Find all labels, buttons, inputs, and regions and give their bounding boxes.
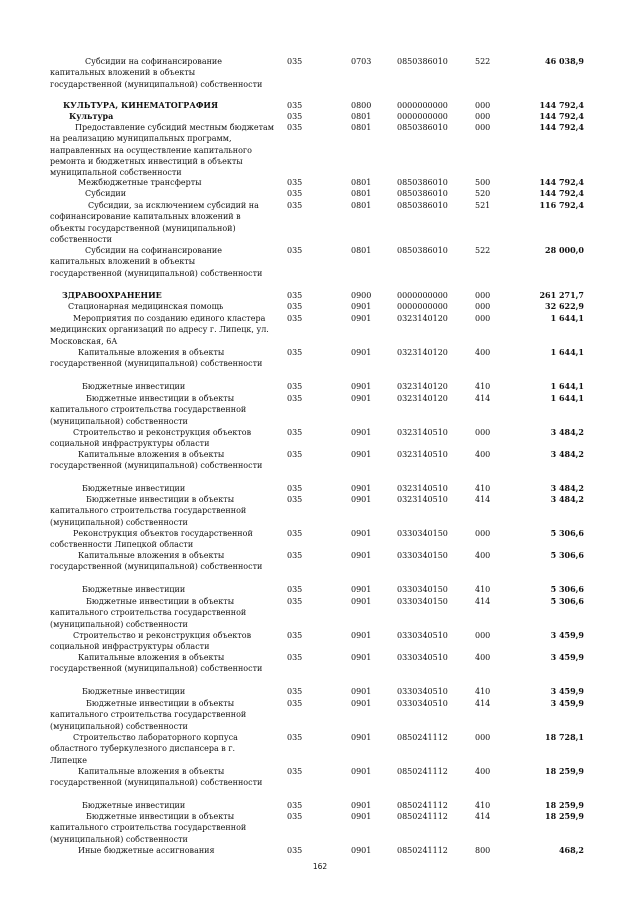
row-name-line: Межбюджетные трансферты: [78, 178, 202, 187]
row-name-line: Иные бюджетные ассигнования: [78, 846, 215, 855]
expense-type-code: 800: [475, 846, 491, 855]
row-name: [50, 200, 276, 245]
section-code: 0901: [351, 687, 372, 696]
row-name-line: Бюджетные инвестиции в объекты: [86, 699, 235, 708]
amount: 5 306,6: [550, 550, 584, 560]
section-code: 0901: [351, 495, 372, 504]
row-name-line: социальной инфраструктуры области: [50, 642, 210, 652]
expense-type-code: 400: [475, 653, 491, 662]
row-name-line: Субсидии на софинансирование: [85, 246, 222, 255]
row-name-line: КУЛЬТУРА, КИНЕМАТОГРАФИЯ: [63, 100, 219, 110]
row-name: [50, 596, 276, 630]
ministry-code: 035: [287, 302, 303, 311]
amount: 1 644,1: [550, 347, 584, 357]
row-name-line: капитального строительства государственной: [50, 506, 247, 516]
row-name-line: Строительство и реконструкция объектов: [73, 428, 252, 437]
row-name: [50, 698, 276, 732]
row-name-line: государственной (муниципальной) собственности: [50, 359, 263, 369]
expense-type-code: 400: [475, 767, 491, 776]
row-name: [50, 845, 276, 856]
amount: 144 792,4: [539, 111, 584, 121]
row-name-line: государственной (муниципальной) собственности: [50, 664, 263, 674]
ministry-code: 035: [287, 428, 303, 437]
row-name: [50, 111, 276, 122]
expense-type-code: 000: [475, 733, 491, 742]
section-code: 0901: [351, 699, 372, 708]
expense-type-code: 400: [475, 450, 491, 459]
target-code: 0000000000: [397, 112, 448, 121]
row-name: [50, 188, 276, 199]
row-name-line: Бюджетные инвестиции: [82, 687, 186, 696]
target-code: 0850386010: [397, 123, 448, 132]
target-code: 0850386010: [397, 178, 448, 187]
page-number: 162: [312, 862, 328, 871]
row-name-line: ЗДРАВООХРАНЕНИЕ: [62, 290, 162, 300]
target-code: 0323140120: [397, 382, 448, 391]
amount: 261 271,7: [539, 290, 584, 300]
ministry-code: 035: [287, 112, 303, 121]
target-code: 0850386010: [397, 189, 448, 198]
expense-type-code: 414: [475, 495, 491, 504]
section-code: 0901: [351, 597, 372, 606]
target-code: 0850386010: [397, 201, 448, 210]
section-code: 0901: [351, 394, 372, 403]
row-name-line: Капитальные вложения в объекты: [78, 450, 225, 459]
row-name-line: Бюджетные инвестиции в объекты: [86, 394, 235, 403]
ministry-code: 035: [287, 846, 303, 855]
row-name: [50, 290, 276, 301]
row-name-line: Капитальные вложения в объекты: [78, 767, 225, 776]
row-name-line: собственности Липецкой области: [50, 540, 194, 550]
ministry-code: 035: [287, 246, 303, 255]
ministry-code: 035: [287, 57, 303, 66]
row-name: [50, 483, 276, 494]
target-code: 0850386010: [397, 246, 448, 255]
row-name: [50, 381, 276, 392]
amount: 144 792,4: [539, 188, 584, 198]
ministry-code: 035: [287, 687, 303, 696]
row-name: [50, 449, 276, 472]
expense-type-code: 000: [475, 631, 491, 640]
target-code: 0000000000: [397, 291, 448, 300]
row-name-line: социальной инфраструктуры области: [50, 439, 210, 449]
amount: 116 792,4: [539, 200, 584, 210]
expense-type-code: 000: [475, 123, 491, 132]
row-name-line: Субсидии на софинансирование: [85, 57, 222, 66]
row-name-line: Капитальные вложения в объекты: [78, 551, 225, 560]
row-name-line: Бюджетные инвестиции: [82, 382, 186, 391]
row-name: [50, 584, 276, 595]
amount: 3 484,2: [550, 427, 584, 437]
row-name-line: (муниципальной) собственности: [50, 834, 188, 844]
amount: 5 306,6: [550, 596, 584, 606]
row-name: [50, 177, 276, 188]
expense-type-code: 410: [475, 382, 491, 391]
ministry-code: 035: [287, 653, 303, 662]
target-code: 0850241112: [397, 801, 448, 810]
ministry-code: 035: [287, 585, 303, 594]
amount: 144 792,4: [539, 122, 584, 132]
ministry-code: 035: [287, 699, 303, 708]
ministry-code: 035: [287, 123, 303, 132]
row-name-line: (муниципальной) собственности: [50, 416, 188, 426]
expense-type-code: 400: [475, 551, 491, 560]
row-name-line: Субсидии, за исключением субсидий на: [88, 201, 259, 210]
amount: 3 484,2: [550, 483, 584, 493]
row-name: [50, 56, 276, 90]
expense-type-code: 000: [475, 529, 491, 538]
row-name-line: Московская, 6А: [50, 336, 118, 346]
row-name-line: Реконструкция объектов государственной: [73, 529, 253, 538]
expense-type-code: 000: [475, 112, 491, 121]
amount: 32 622,9: [545, 301, 584, 311]
row-name-line: капитального строительства государственной: [50, 710, 247, 720]
amount: 468,2: [558, 845, 584, 855]
row-name-line: (муниципальной) собственности: [50, 517, 188, 527]
ministry-code: 035: [287, 484, 303, 493]
section-code: 0900: [351, 291, 372, 300]
amount: 144 792,4: [539, 100, 584, 110]
ministry-code: 035: [287, 394, 303, 403]
expense-type-code: 522: [475, 57, 491, 66]
ministry-code: 035: [287, 291, 303, 300]
section-code: 0901: [351, 551, 372, 560]
row-name-line: Субсидии: [85, 189, 127, 198]
row-name-line: (муниципальной) собственности: [50, 619, 188, 629]
row-name: [50, 766, 276, 789]
row-name-line: капитального строительства государственной: [50, 405, 247, 415]
row-name-line: Капитальные вложения в объекты: [78, 348, 225, 357]
ministry-code: 035: [287, 178, 303, 187]
section-code: 0901: [351, 767, 372, 776]
expense-type-code: 500: [475, 178, 491, 187]
expense-type-code: 414: [475, 699, 491, 708]
target-code: 0330340510: [397, 699, 448, 708]
target-code: 0323140120: [397, 394, 448, 403]
row-name: [50, 301, 276, 312]
ministry-code: 035: [287, 348, 303, 357]
section-code: 0703: [351, 57, 372, 66]
row-name: [50, 686, 276, 697]
section-code: 0901: [351, 529, 372, 538]
row-name-line: Культура: [69, 111, 114, 121]
row-name: [50, 313, 276, 347]
amount: 3 484,2: [550, 449, 584, 459]
ministry-code: 035: [287, 450, 303, 459]
section-code: 0801: [351, 189, 372, 198]
section-code: 0901: [351, 653, 372, 662]
row-name-line: медицинских организаций по адресу г. Липецк, ул.: [50, 325, 269, 335]
row-name-line: софинансирование капитальных вложений в: [50, 212, 241, 222]
amount: 1 644,1: [550, 381, 584, 391]
section-code: 0901: [351, 801, 372, 810]
row-name-line: Бюджетные инвестиции: [82, 484, 186, 493]
target-code: 0850241112: [397, 767, 448, 776]
amount: 18 259,9: [545, 811, 584, 821]
section-code: 0901: [351, 314, 372, 323]
row-name-line: капитальных вложений в объекты: [50, 68, 196, 78]
ministry-code: 035: [287, 382, 303, 391]
row-name: [50, 630, 276, 653]
row-name: [50, 811, 276, 845]
target-code: 0330340150: [397, 597, 448, 606]
target-code: 0000000000: [397, 101, 448, 110]
section-code: 0801: [351, 246, 372, 255]
row-name-line: Стационарная медицинская помощь: [68, 302, 224, 311]
amount: 3 459,9: [550, 630, 584, 640]
row-name: [50, 528, 276, 551]
amount: 18 259,9: [545, 766, 584, 776]
expense-type-code: 000: [475, 314, 491, 323]
amount: 1 644,1: [550, 313, 584, 323]
ministry-code: 035: [287, 529, 303, 538]
amount: 3 459,9: [550, 652, 584, 662]
expense-type-code: 522: [475, 246, 491, 255]
ministry-code: 035: [287, 314, 303, 323]
amount: 46 038,9: [545, 56, 584, 66]
expense-type-code: 000: [475, 101, 491, 110]
target-code: 0850241112: [397, 846, 448, 855]
amount: 5 306,6: [550, 528, 584, 538]
expense-type-code: 410: [475, 585, 491, 594]
expense-type-code: 000: [475, 291, 491, 300]
amount: 5 306,6: [550, 584, 584, 594]
expense-type-code: 414: [475, 812, 491, 821]
section-code: 0901: [351, 846, 372, 855]
row-name: [50, 800, 276, 811]
ministry-code: 035: [287, 767, 303, 776]
section-code: 0901: [351, 348, 372, 357]
expense-type-code: 521: [475, 201, 491, 210]
ministry-code: 035: [287, 597, 303, 606]
target-code: 0323140510: [397, 495, 448, 504]
row-name-line: Бюджетные инвестиции в объекты: [86, 495, 235, 504]
row-name: [50, 100, 276, 111]
amount: 3 484,2: [550, 494, 584, 504]
ministry-code: 035: [287, 801, 303, 810]
row-name-line: Строительство лабораторного корпуса: [73, 733, 238, 742]
row-name-line: государственной (муниципальной) собственности: [50, 562, 263, 572]
expense-type-code: 000: [475, 428, 491, 437]
amount: 1 644,1: [550, 393, 584, 403]
row-name-line: собственности: [50, 234, 112, 244]
row-name: [50, 732, 276, 766]
row-name-line: государственной (муниципальной) собственности: [50, 778, 263, 788]
section-code: 0901: [351, 733, 372, 742]
target-code: 0850386010: [397, 57, 448, 66]
target-code: 0330340510: [397, 653, 448, 662]
row-name-line: капитального строительства государственной: [50, 608, 247, 618]
amount: 28 000,0: [545, 245, 584, 255]
row-name: [50, 393, 276, 427]
expense-type-code: 410: [475, 801, 491, 810]
row-name-line: Предоставление субсидий местным бюджетам: [75, 123, 275, 132]
target-code: 0323140120: [397, 348, 448, 357]
target-code: 0000000000: [397, 302, 448, 311]
target-code: 0330340150: [397, 585, 448, 594]
section-code: 0901: [351, 428, 372, 437]
row-name: [50, 347, 276, 370]
expense-type-code: 410: [475, 687, 491, 696]
section-code: 0901: [351, 812, 372, 821]
row-name-line: ремонта и бюджетных инвестиций в объекты: [50, 156, 243, 166]
row-name: [50, 494, 276, 528]
expense-type-code: 414: [475, 597, 491, 606]
section-code: 0901: [351, 631, 372, 640]
row-name: [50, 427, 276, 450]
amount: 18 728,1: [545, 732, 584, 742]
target-code: 0330340510: [397, 687, 448, 696]
ministry-code: 035: [287, 812, 303, 821]
row-name-line: муниципальной собственности: [50, 168, 182, 178]
row-name-line: Капитальные вложения в объекты: [78, 653, 225, 662]
section-code: 0801: [351, 201, 372, 210]
expense-type-code: 410: [475, 484, 491, 493]
row-name: [50, 652, 276, 675]
row-name-line: Бюджетные инвестиции в объекты: [86, 597, 235, 606]
row-name: [50, 245, 276, 279]
expense-type-code: 000: [475, 302, 491, 311]
section-code: 0801: [351, 123, 372, 132]
section-code: 0901: [351, 585, 372, 594]
row-name-line: Бюджетные инвестиции в объекты: [86, 812, 235, 821]
row-name-line: капитальных вложений в объекты: [50, 257, 196, 267]
row-name-line: Липецке: [50, 755, 87, 765]
row-name: [50, 550, 276, 573]
section-code: 0800: [351, 101, 372, 110]
section-code: 0801: [351, 178, 372, 187]
section-code: 0901: [351, 450, 372, 459]
target-code: 0330340150: [397, 551, 448, 560]
amount: 3 459,9: [550, 698, 584, 708]
section-code: 0901: [351, 302, 372, 311]
row-name-line: капитального строительства государственной: [50, 823, 247, 833]
section-code: 0801: [351, 112, 372, 121]
ministry-code: 035: [287, 495, 303, 504]
row-name-line: Бюджетные инвестиции: [82, 585, 186, 594]
row-name-line: Мероприятия по созданию единого кластера: [73, 314, 266, 323]
row-name-line: на реализацию муниципальных программ,: [50, 134, 232, 144]
row-name-line: направленных на осуществление капитального: [50, 145, 252, 155]
row-name-line: государственной (муниципальной) собственности: [50, 79, 263, 89]
target-code: 0323140510: [397, 428, 448, 437]
section-code: 0901: [351, 484, 372, 493]
row-name-line: областного туберкулезного диспансера в г.: [50, 744, 236, 754]
row-name: [50, 122, 276, 178]
ministry-code: 035: [287, 631, 303, 640]
expense-type-code: 520: [475, 189, 491, 198]
target-code: 0850241112: [397, 733, 448, 742]
ministry-code: 035: [287, 551, 303, 560]
target-code: 0330340150: [397, 529, 448, 538]
target-code: 0323140510: [397, 450, 448, 459]
amount: 144 792,4: [539, 177, 584, 187]
expense-type-code: 414: [475, 394, 491, 403]
ministry-code: 035: [287, 189, 303, 198]
section-code: 0901: [351, 382, 372, 391]
row-name-line: Бюджетные инвестиции: [82, 801, 186, 810]
ministry-code: 035: [287, 733, 303, 742]
row-name-line: Строительство и реконструкция объектов: [73, 631, 252, 640]
expense-type-code: 400: [475, 348, 491, 357]
ministry-code: 035: [287, 201, 303, 210]
amount: 18 259,9: [545, 800, 584, 810]
ministry-code: 035: [287, 101, 303, 110]
target-code: 0330340510: [397, 631, 448, 640]
amount: 3 459,9: [550, 686, 584, 696]
row-name-line: объекты государственной (муниципальной): [50, 223, 236, 233]
target-code: 0850241112: [397, 812, 448, 821]
row-name-line: государственной (муниципальной) собственности: [50, 268, 263, 278]
target-code: 0323140120: [397, 314, 448, 323]
target-code: 0323140510: [397, 484, 448, 493]
row-name-line: государственной (муниципальной) собственности: [50, 461, 263, 471]
row-name-line: (муниципальной) собственности: [50, 721, 188, 731]
